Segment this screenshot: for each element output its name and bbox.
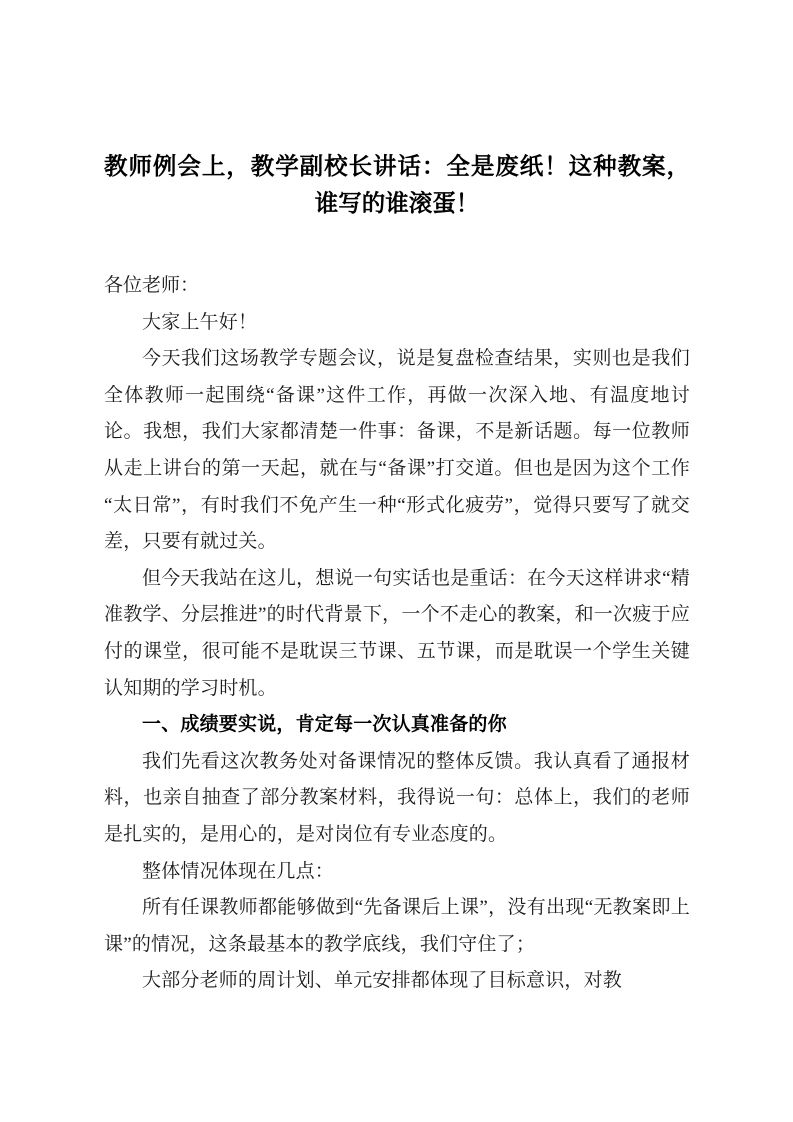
document-body <box>104 0 690 1000</box>
section-heading: 一、成绩要实说，肯定每一次认真准备的你 <box>142 714 507 736</box>
body-paragraph: 今天我们这场教学专题会议，说是复盘检查结果，实则也是我们全体教师一起围绕“备课”这件工作，再做一次深入地、有温度地讨论。我想，我们大家都清楚一件事：备课，不是新话题。每一位教师从走上讲台的第一天起，就在与“备课”打交道。但也是因为这个工作“太日常”，有时我们不免产生一种“形式化疲劳”，觉得只要写了就交差，只要有就过关。 <box>104 348 690 553</box>
page-title <box>104 0 690 222</box>
body-paragraph: 大部分老师的周计划、单元安排都体现了目标意识，对教 <box>142 970 623 992</box>
body-paragraph: 大家上午好！ <box>142 311 258 333</box>
document-content <box>104 305 690 1000</box>
page-title-line-2: 谁写的谁滚蛋！ <box>314 190 480 216</box>
page-title-line-1: 教师例会上，教学副校长讲话：全是废纸！这种教案， <box>104 153 690 179</box>
body-paragraph: 但今天我站在这儿，想说一句实话也是重话：在今天这样讲求“精准教学、分层推进”的时代背景下，一个不走心的教案，和一次疲于应付的课堂，很可能不是耽误三节课、五节课，而是耽误一个学生关键认知期的学习时机。 <box>104 567 690 699</box>
body-paragraph: 我们先看这次教务处对备课情况的整体反馈。我认真看了通报材料，也亲自抽查了部分教案材料，我得说一句：总体上，我们的老师是扎实的，是用心的，是对岗位有专业态度的。 <box>104 750 690 845</box>
body-paragraph: 整体情况体现在几点： <box>142 860 335 882</box>
body-paragraph: 所有任课教师都能够做到“先备课后上课”，没有出现“无教案即上课”的情况，这条最基本的教学底线，我们守住了； <box>104 897 690 955</box>
salutation: 各位老师： <box>104 275 200 296</box>
